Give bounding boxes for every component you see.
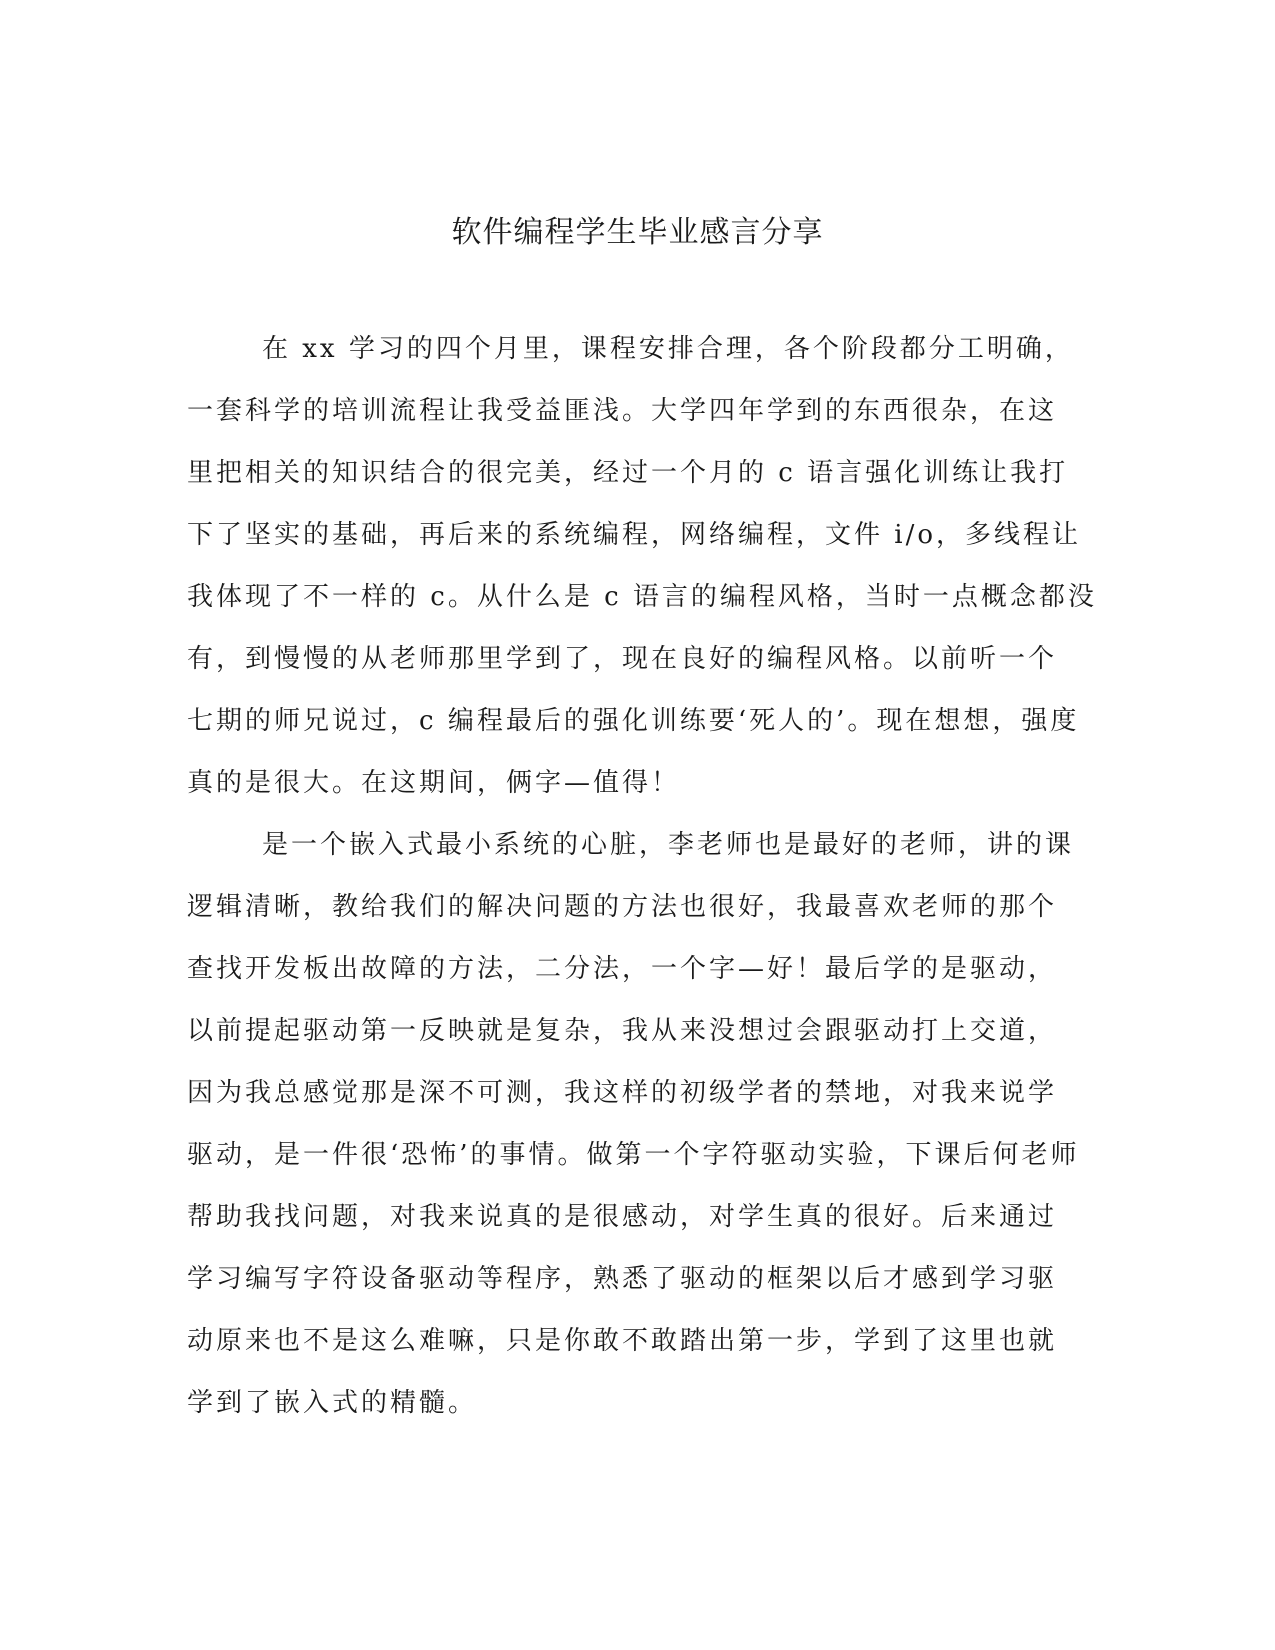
paragraph-line: 真的是很大。在这期间，俩字—值得！ — [187, 768, 681, 798]
paragraph-line: 查找开发板出故障的方法，二分法，一个字—好！最后学的是驱动， — [187, 954, 1058, 984]
paragraph-line: 七期的师兄说过，c 编程最后的强化训练要‘死人的’。现在想想，强度 — [187, 706, 1080, 736]
paragraph-2 — [187, 814, 1080, 1434]
paragraph-line: 以前提起驱动第一反映就是复杂，我从来没想过会跟驱动打上交道， — [187, 1016, 1058, 1046]
paragraph-line: 里把相关的知识结合的很完美，经过一个月的 c 语言强化训练让我打 — [187, 458, 1069, 488]
paragraph-line: 下了坚实的基础，再后来的系统编程，网络编程，文件 i/o，多线程让 — [187, 520, 1081, 550]
paragraph-line: 学到了嵌入式的精髓。 — [187, 1388, 478, 1418]
paragraph-line: 帮助我找问题，对我来说真的是很感动，对学生真的很好。后来通过 — [187, 1202, 1058, 1232]
paragraph-line: 有，到慢慢的从老师那里学到了，现在良好的编程风格。以前听一个 — [187, 644, 1058, 674]
paragraph-line: 在 xx 学习的四个月里，课程安排合理，各个阶段都分工明确， — [262, 334, 1074, 364]
paragraph-line: 驱动，是一件很‘恐怖’的事情。做第一个字符驱动实验，下课后何老师 — [187, 1140, 1080, 1170]
paragraph-line: 是一个嵌入式最小系统的心脏，李老师也是最好的老师，讲的课 — [262, 830, 1075, 860]
paragraph-line: 我体现了不一样的 c。从什么是 c 语言的编程风格，当时一点概念都没 — [187, 582, 1097, 612]
document-body — [187, 318, 1097, 1434]
paragraph-line: 因为我总感觉那是深不可测，我这样的初级学者的禁地，对我来说学 — [187, 1078, 1058, 1108]
paragraph-line: 逻辑清晰，教给我们的解决问题的方法也很好，我最喜欢老师的那个 — [187, 892, 1058, 922]
document-title: 软件编程学生毕业感言分享 — [451, 215, 824, 250]
paragraph-1 — [187, 318, 1097, 814]
paragraph-line: 动原来也不是这么难嘛，只是你敢不敢踏出第一步，学到了这里也就 — [187, 1326, 1058, 1356]
paragraph-line: 学习编写字符设备驱动等程序，熟悉了驱动的框架以后才感到学习驱 — [187, 1264, 1058, 1294]
paragraph-line: 一套科学的培训流程让我受益匪浅。大学四年学到的东西很杂，在这 — [187, 396, 1058, 426]
